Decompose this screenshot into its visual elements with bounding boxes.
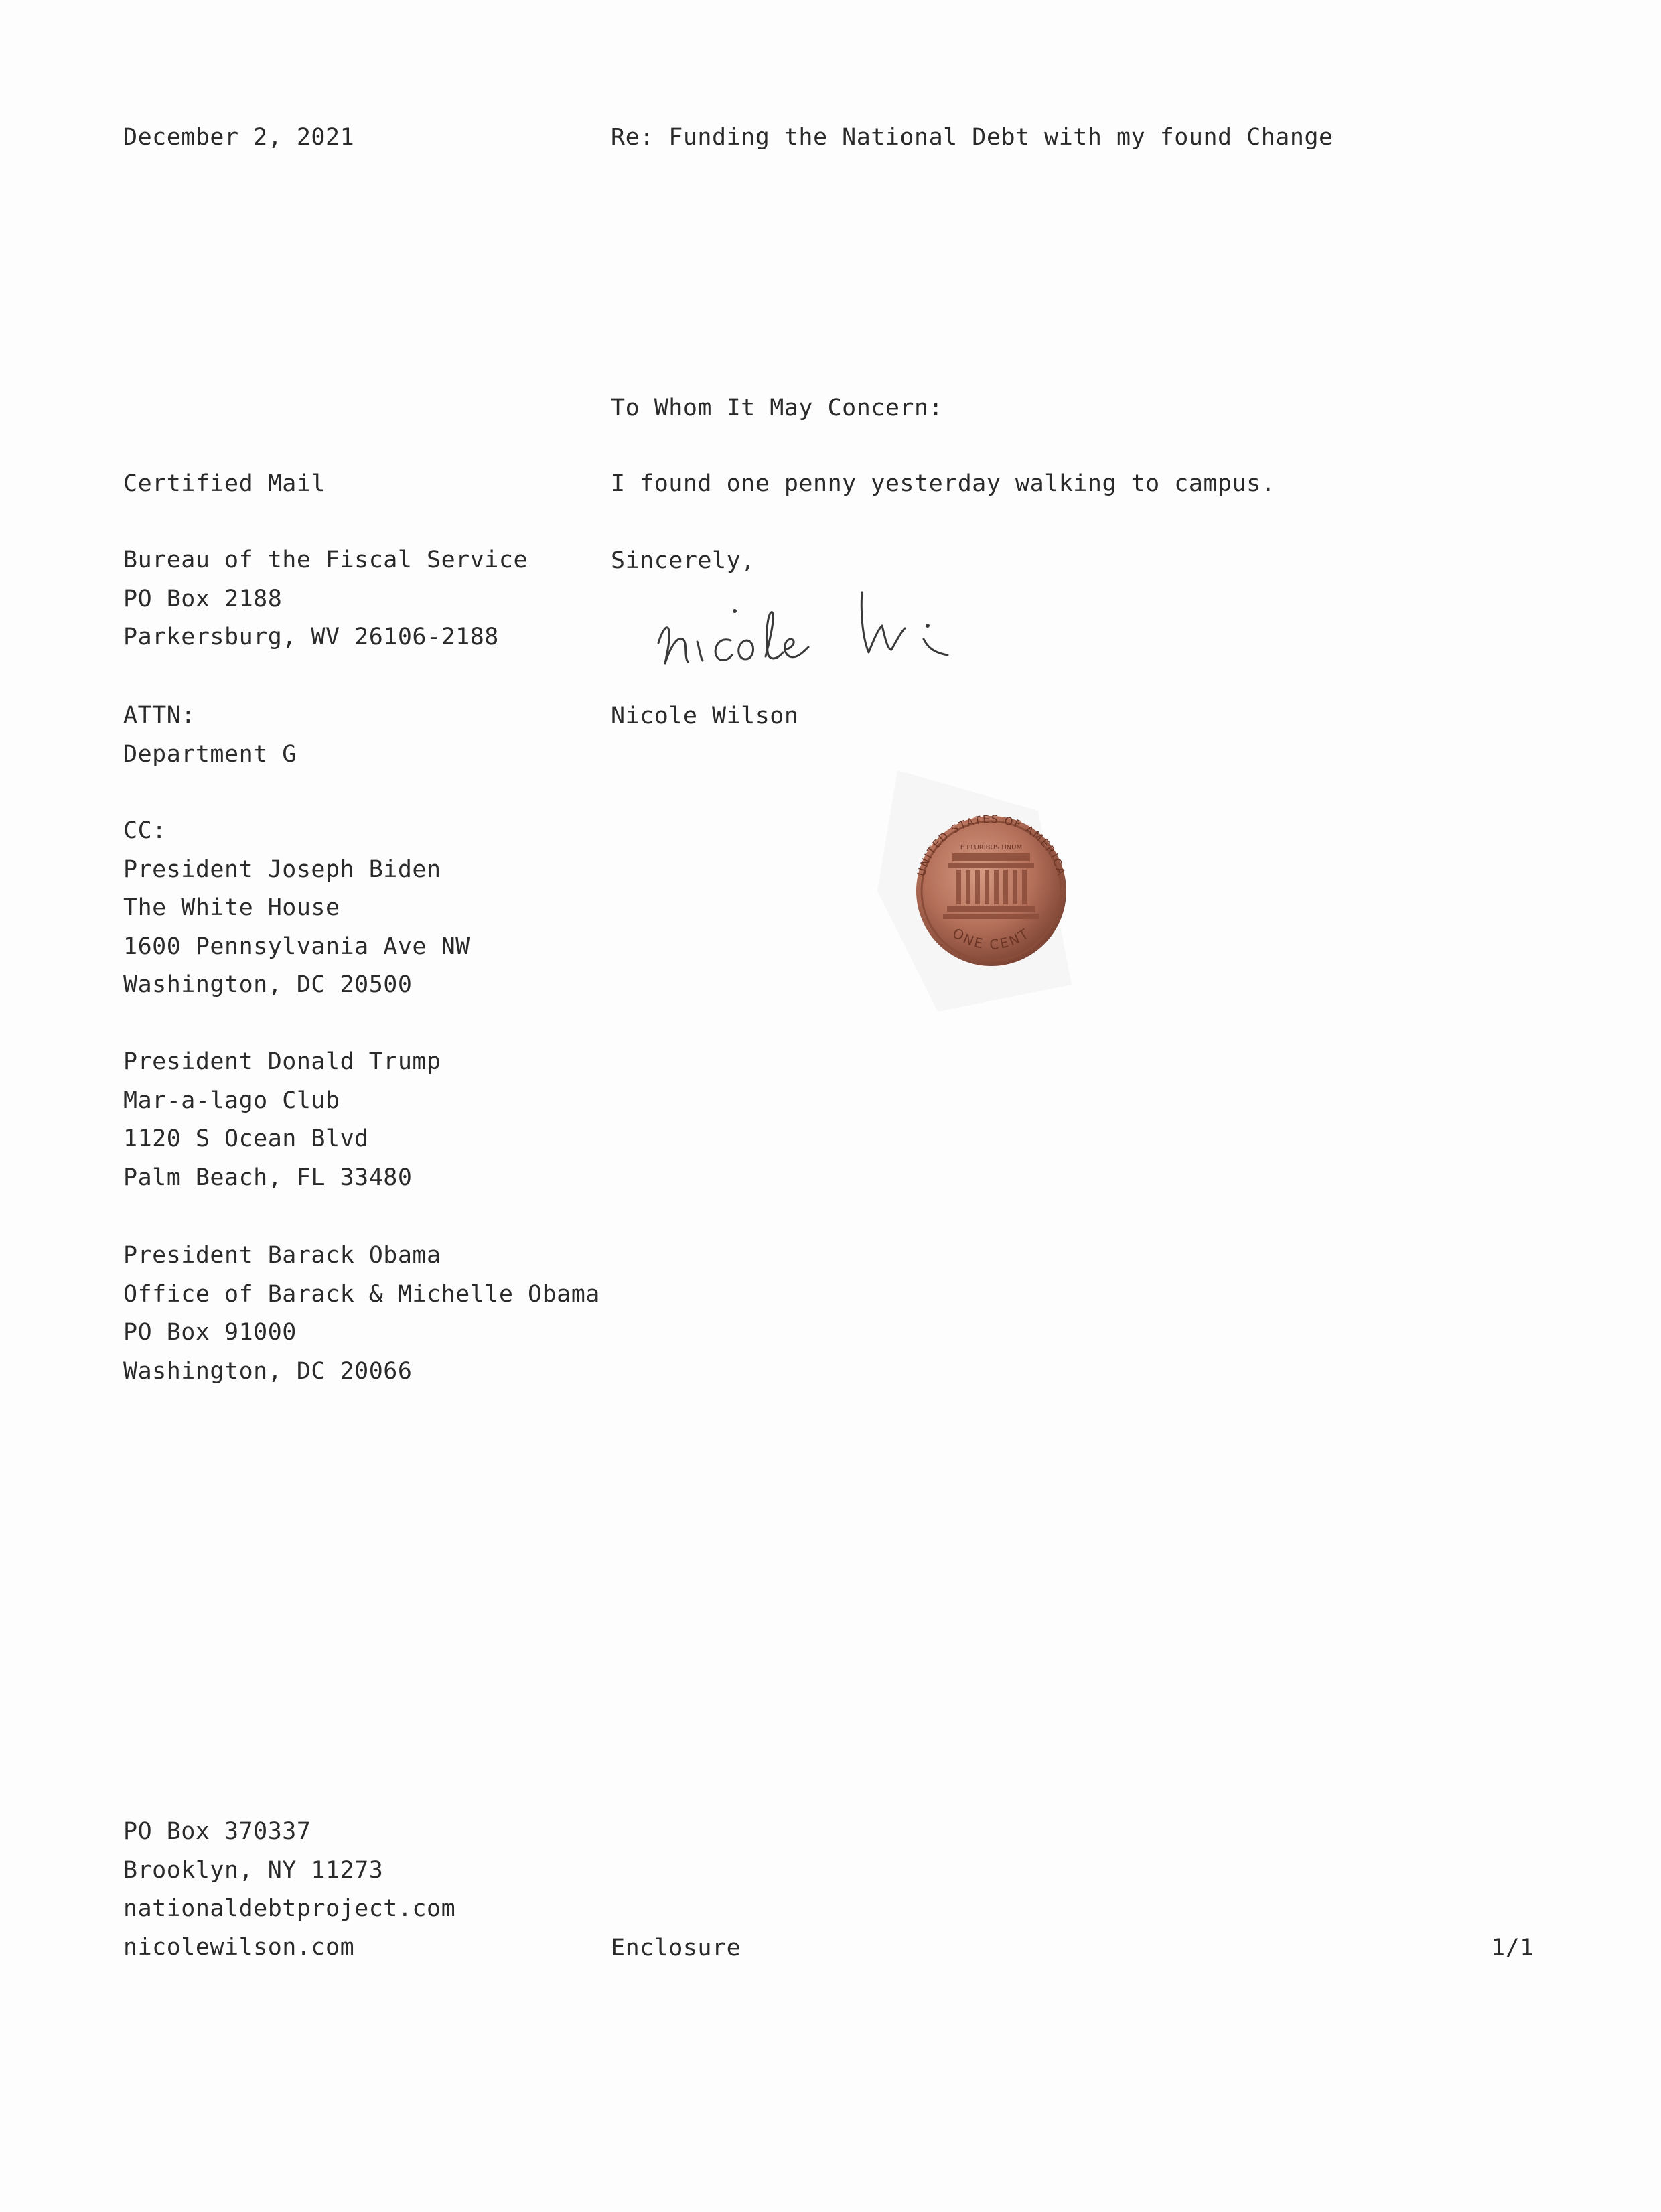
salutation: To Whom It May Concern: <box>611 395 944 421</box>
delivery-method: Certified Mail <box>123 470 326 497</box>
coin-motto-text: E PLURIBUS UNUM <box>960 844 1023 851</box>
sender-website-link[interactable]: nicolewilson.com <box>123 1933 355 1961</box>
cc-line: Mar-a-lago Club <box>123 1087 340 1114</box>
cc-line: 1600 Pennsylvania Ave NW <box>123 932 470 960</box>
attention-block <box>123 697 297 774</box>
enclosure-label: Enclosure <box>611 1935 741 1961</box>
letter-body: I found one penny yesterday walking to campus. <box>611 470 1276 497</box>
cc-line: President Joseph Biden <box>123 855 441 883</box>
coin-top-text: UNITED STATES OF AMERICA <box>914 812 1068 878</box>
cc-line: Office of Barack & Michelle Obama <box>123 1280 600 1308</box>
cc-block <box>123 812 470 1005</box>
cc-line: The White House <box>123 894 340 921</box>
signature-name: Nicole Wilson <box>611 703 799 730</box>
recipient-address-line: PO Box 2188 <box>123 585 283 612</box>
cc-line: President Barack Obama <box>123 1242 441 1269</box>
sender-address <box>123 1813 455 1967</box>
page-number: 1/1 <box>1491 1935 1534 1961</box>
letter-subject: Re: Funding the National Debt with my found Change <box>611 124 1333 151</box>
sender-website-link[interactable]: nationaldebtproject.com <box>123 1895 456 1922</box>
cc-line: PO Box 91000 <box>123 1319 297 1346</box>
sender-line: PO Box 370337 <box>123 1818 311 1845</box>
letter-date: December 2, 2021 <box>123 124 355 151</box>
cc-recipient <box>123 1237 600 1391</box>
cc-line: Palm Beach, FL 33480 <box>123 1164 413 1191</box>
attn-label: ATTN: <box>123 702 196 729</box>
penny-coin-icon <box>871 770 1112 1012</box>
recipient-address <box>123 541 528 657</box>
cc-label: CC: <box>123 817 167 844</box>
cc-line: Washington, DC 20066 <box>123 1357 413 1385</box>
coin-bottom-text: ONE CENT <box>949 924 1033 953</box>
attn-department: Department G <box>123 740 297 768</box>
cc-recipient <box>123 1043 441 1197</box>
recipient-address-line: Bureau of the Fiscal Service <box>123 547 528 573</box>
sender-line: Brooklyn, NY 11273 <box>123 1856 384 1884</box>
cc-line: President Donald Trump <box>123 1048 441 1075</box>
cc-line: 1120 S Ocean Blvd <box>123 1125 369 1152</box>
handwritten-signature <box>653 583 974 683</box>
recipient-address-line: Parkersburg, WV 26106-2188 <box>123 624 499 650</box>
closing: Sincerely, <box>611 547 755 574</box>
cc-line: Washington, DC 20500 <box>123 971 413 998</box>
